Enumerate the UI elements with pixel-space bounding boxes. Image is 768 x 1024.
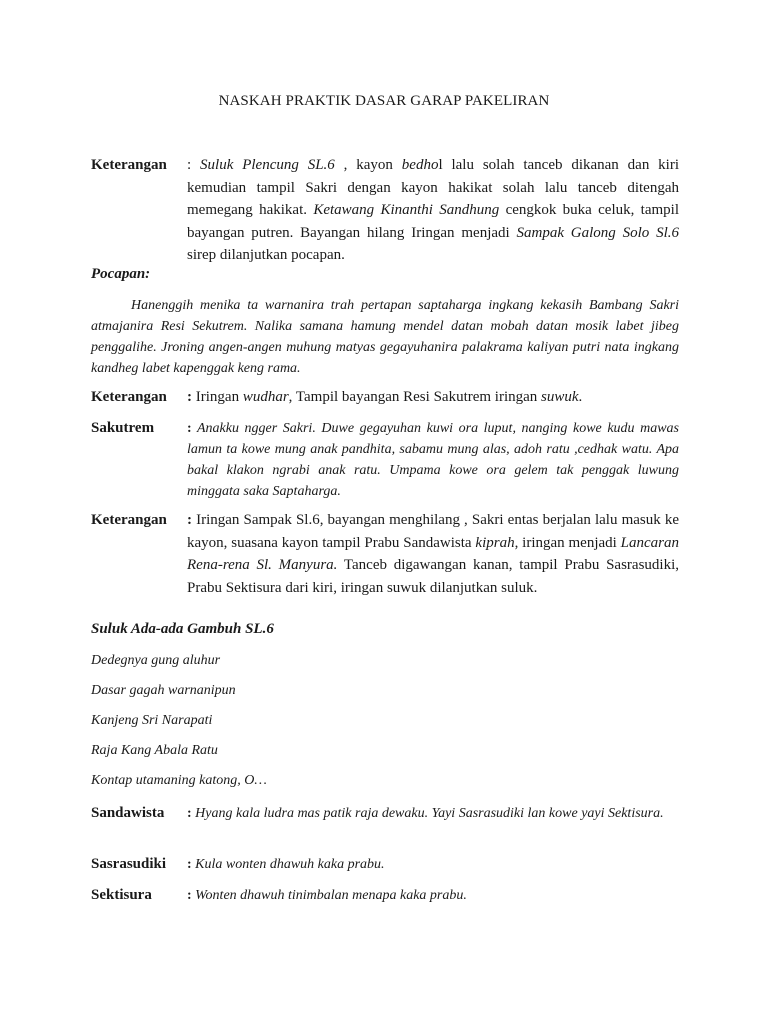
verse-line: Kanjeng Sri Narapati (91, 713, 213, 728)
colon: : (187, 806, 192, 821)
verse-line: Kontap utamaning katong, O… (91, 773, 267, 788)
verse-line: Dedegnya gung aluhur (91, 653, 221, 668)
keterangan-2-label: Keterangan (91, 389, 167, 405)
text-run: , kayon (334, 157, 402, 173)
text-run: Sampak Galong Solo Sl.6 (516, 224, 679, 241)
sandawista-label: Sandawista (91, 805, 165, 821)
text-run: , iringan menjadi (514, 534, 621, 551)
sandawista-text (187, 803, 679, 824)
text-run: Ketawang Kinanthi Sandhung (313, 202, 500, 218)
text-run: , Tampil bayangan Resi Sakutrem iringan (288, 389, 542, 405)
colon: : (187, 421, 192, 436)
text-run: Hyang kala ludra mas patik raja dewaku. Yayi Sasrasudiki lan kowe yayi Sektisura. (191, 806, 664, 821)
keterangan-3-label: Keterangan (91, 512, 167, 528)
sakutrem-label: Sakutrem (91, 420, 155, 436)
document-title: NASKAH PRAKTIK DASAR GARAP PAKELIRAN (218, 93, 550, 109)
sasrasudiki-label: Sasrasudiki (91, 856, 167, 872)
keterangan-1-label: Keterangan (91, 157, 167, 173)
text-run: cengkok buka celuk, tampil bayangan putren. Bayangan hilang Iringan menjadi (187, 202, 679, 241)
suluk-heading: Suluk Ada-ada Gambuh SL.6 (91, 621, 274, 637)
text-run: Anakku ngger Sakri. Duwe gegayuhan kuwi ora luput, nanging kowe kudu mawas lamun ta kowe mung anak pandhita, sabamu mung alas, adoh ratu ,cedhak watu. Apa bakal klakon ngrabi anak ratu. Umpama kowe ora gelem tak penggak luwung minggata saka Saptaharga. (187, 421, 679, 499)
text-run: Tanceb digawangan kanan, tampil Prabu Sasrasudiki, Prabu Sektisura dari kiri, iringan suwuk dilanjutkan suluk. (187, 557, 680, 596)
text-run: Lancaran Rena-rena Sl. Manyura. (187, 534, 679, 573)
keterangan-1-text (187, 154, 679, 267)
text-run: suwuk (541, 389, 579, 405)
text-run: sirep dilanjutkan pocapan. (187, 247, 345, 263)
colon: : (187, 888, 192, 903)
text-run: bedho (401, 157, 439, 173)
text-run: wudhar (242, 389, 289, 405)
keterangan-2-text (187, 386, 679, 409)
text-run: Suluk Plencung SL.6 (200, 157, 335, 173)
sektisura-label: Sektisura (91, 887, 152, 903)
text-run: Wonten dhawuh tinimbalan menapa kaka prabu. (191, 888, 467, 903)
colon: : (187, 389, 192, 405)
pocapan-heading: Pocapan: (91, 266, 151, 282)
text-run: kiprah (475, 534, 515, 551)
colon: : (187, 857, 192, 872)
text-run: Kula wonten dhawuh kaka prabu. (191, 857, 385, 872)
verse-line: Dasar gagah warnanipun (91, 683, 236, 698)
text-run: Iringan (192, 389, 243, 405)
colon: : (187, 157, 192, 173)
text-run: . (578, 389, 583, 405)
colon: : (187, 512, 192, 528)
sasrasudiki-text (187, 854, 679, 875)
keterangan-3-text (187, 509, 679, 599)
sakutrem-text (187, 418, 679, 502)
pocapan-paragraph: Hanenggih menika ta warnanira trah pertapan saptaharga ingkang kekasih Bambang Sakri atmajanira Resi Sekutrem. Nalika samana hamung mendel datan mobah datan mosik labet jibeg penggalihe. Jroning angen-angen muhung matyas gegayuhanira palakrama kaliyan putri nata ingkang kandheg labet kapenggak keng rama. (91, 298, 679, 376)
text-run: l lalu solah tanceb dikanan dan kiri kemudian tampil Sakri dengan kayon hakikat solah lalu tanceb ditengah memegang hakikat. (187, 157, 679, 218)
text-run: Iringan Sampak Sl.6, bayangan menghilang , Sakri entas berjalan lalu masuk ke kayon, suasana kayon tampil Prabu Sandawista (187, 512, 679, 551)
sektisura-text (187, 885, 679, 906)
verse-line: Raja Kang Abala Ratu (91, 743, 218, 758)
